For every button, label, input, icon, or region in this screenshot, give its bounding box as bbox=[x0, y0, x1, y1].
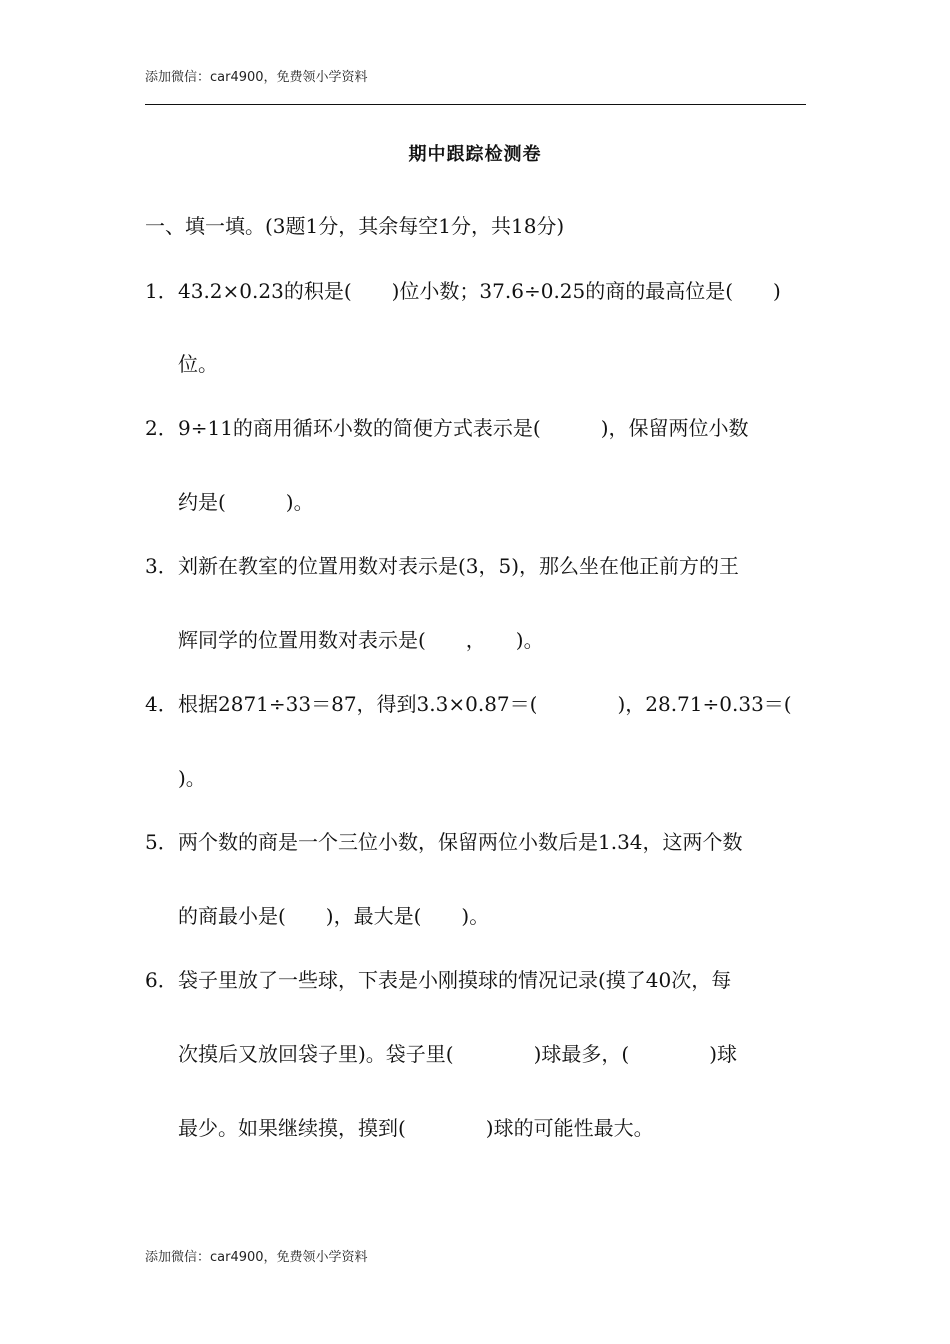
question-6-line-1: 袋子里放了一些球，下表是小刚摸球的情况记录(摸了40次，每 bbox=[178, 968, 732, 992]
question-3-number: 3． bbox=[145, 554, 178, 578]
page-header-text: 添加微信：car4900，免费领小学资料 bbox=[145, 70, 368, 85]
question-1-line-1: 43.2×0.23的积是( )位小数；37.6÷0.25的商的最高位是( ) bbox=[178, 279, 781, 303]
question-2-number: 2． bbox=[145, 416, 178, 440]
question-4-number: 4． bbox=[145, 692, 178, 716]
page-footer-text: 添加微信：car4900，免费领小学资料 bbox=[145, 1250, 368, 1265]
question-6-number: 6． bbox=[145, 968, 178, 992]
question-2-line-1: 9÷11的商用循环小数的简便方式表示是( )，保留两位小数 bbox=[178, 416, 749, 440]
question-5-line-2: 的商最小是( )，最大是( )。 bbox=[178, 904, 490, 928]
question-6-line-3: 最少。如果继续摸，摸到( )球的可能性最大。 bbox=[178, 1116, 654, 1140]
question-3-line-1: 刘新在教室的位置用数对表示是(3，5)，那么坐在他正前方的王 bbox=[178, 554, 740, 578]
question-2-line-2: 约是( )。 bbox=[178, 490, 314, 514]
question-6-line-2: 次摸后又放回袋子里)。袋子里( )球最多，( )球 bbox=[178, 1042, 738, 1066]
question-1-number: 1． bbox=[145, 279, 178, 303]
question-5-line-1: 两个数的商是一个三位小数，保留两位小数后是1.34，这两个数 bbox=[178, 830, 743, 854]
question-4-line-1: 根据2871÷33＝87，得到3.3×0.87＝( )，28.71÷0.33＝( bbox=[178, 692, 792, 716]
header-rule bbox=[145, 104, 806, 105]
exam-title: 期中跟踪检测卷 bbox=[408, 144, 542, 165]
question-3-line-2: 辉同学的位置用数对表示是( ， )。 bbox=[178, 628, 544, 652]
question-1-line-2: 位。 bbox=[178, 352, 218, 376]
question-4-line-2: )。 bbox=[178, 766, 206, 790]
question-5-number: 5． bbox=[145, 830, 178, 854]
section-heading: 一、填一填。(3题1分，其余每空1分，共18分) bbox=[145, 214, 565, 238]
